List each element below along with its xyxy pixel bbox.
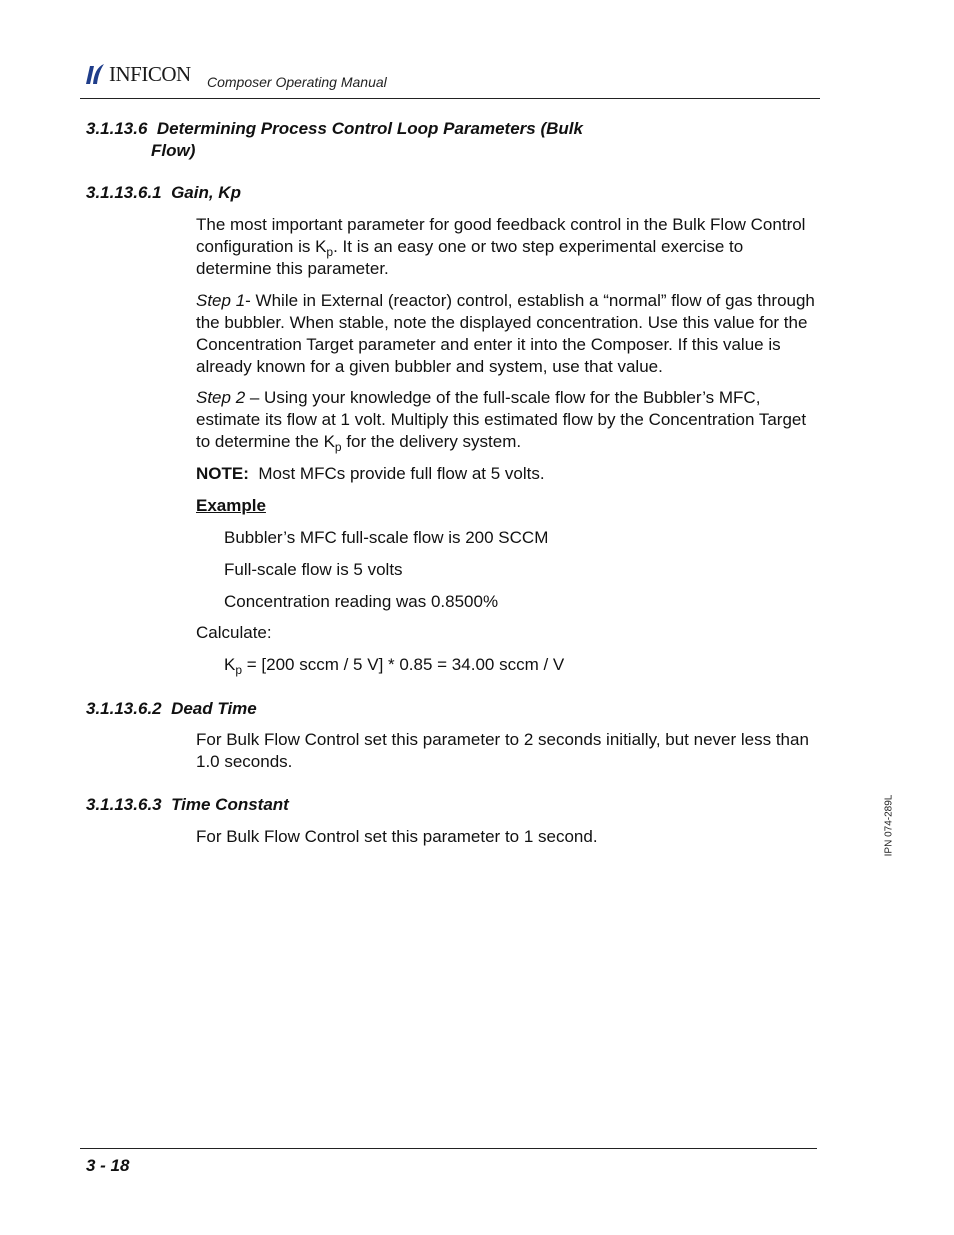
note-text: Most MFCs provide full flow at 5 volts. xyxy=(258,464,545,483)
gain-intro-subscript: p xyxy=(326,245,334,259)
dead-time-heading-number: 3.1.13.6.2 xyxy=(86,699,162,718)
gain-intro-text-a: The most important parameter for good feedback control in the Bulk Flow Control configuration is K xyxy=(196,215,806,256)
logo-wordmark: INFICON xyxy=(109,61,191,86)
gain-heading-number: 3.1.13.6.1 xyxy=(86,183,162,202)
time-constant-heading-title: Time Constant xyxy=(171,795,289,814)
section-title-line2: Flow) xyxy=(151,141,196,160)
step2-paragraph xyxy=(196,387,816,453)
example-line-2: Full-scale flow is 5 volts xyxy=(224,560,403,579)
gain-intro-paragraph xyxy=(196,214,816,280)
time-constant-heading xyxy=(86,795,289,815)
manual-title: Composer Operating Manual xyxy=(207,74,387,90)
inficon-logo xyxy=(84,62,191,86)
formula-k: K xyxy=(224,655,236,674)
page-number: 3 - 18 xyxy=(86,1156,130,1175)
gain-heading-title: Gain, Kp xyxy=(171,183,241,202)
example-line-1: Bubbler’s MFC full-scale flow is 200 SCCM xyxy=(224,528,549,547)
kp-formula xyxy=(224,654,564,676)
inficon-logo-icon xyxy=(84,62,106,86)
example-label: Example xyxy=(196,496,266,515)
section-heading xyxy=(86,119,583,139)
step2-text-b: for the delivery system. xyxy=(341,432,522,451)
ipn-side-label: IPN 074-289L xyxy=(883,794,895,857)
note-label: NOTE: xyxy=(196,464,249,483)
time-constant-text: For Bulk Flow Control set this parameter to 1 second. xyxy=(196,827,598,846)
dead-time-heading-title: Dead Time xyxy=(171,699,257,718)
step1-label: Step 1 xyxy=(196,291,246,310)
formula-rest: = [200 sccm / 5 V] * 0.85 = 34.00 sccm / V xyxy=(242,655,565,674)
footer-divider xyxy=(80,1148,817,1149)
time-constant-heading-number: 3.1.13.6.3 xyxy=(86,795,162,814)
step2-subscript: p xyxy=(334,440,342,454)
step1-text: - While in External (reactor) control, establish a “normal” flow of gas through the bubbler. When stable, note the displayed concentration. Use this value for the Concentration Target parameter and enter it into the Composer. If this value is already known for a given bubbler and system, use that value. xyxy=(196,291,815,376)
section-number: 3.1.13.6 xyxy=(86,119,148,138)
step2-label: Step 2 xyxy=(196,388,246,407)
header-divider xyxy=(80,98,820,99)
example-line-3: Concentration reading was 0.8500% xyxy=(224,592,499,611)
calculate-label: Calculate: xyxy=(196,623,272,642)
section-title-line1: Determining Process Control Loop Parameters (Bulk xyxy=(156,119,583,138)
dead-time-heading xyxy=(86,699,257,719)
gain-intro-text-b: . It is an easy one or two step experimental exercise to determine this parameter. xyxy=(196,237,744,278)
formula-subscript: p xyxy=(235,663,243,677)
dead-time-text: For Bulk Flow Control set this parameter to 2 seconds initially, but never less than 1.0 seconds. xyxy=(196,730,809,771)
step2-text-a: – Using your knowledge of the full-scale flow for the Bubbler’s MFC, estimate its flow at 1 volt. Multiply this estimated flow by the Concentration Target to determine the K xyxy=(196,388,807,451)
note-paragraph xyxy=(196,463,545,485)
gain-heading xyxy=(86,183,241,203)
step1-paragraph xyxy=(196,290,816,378)
